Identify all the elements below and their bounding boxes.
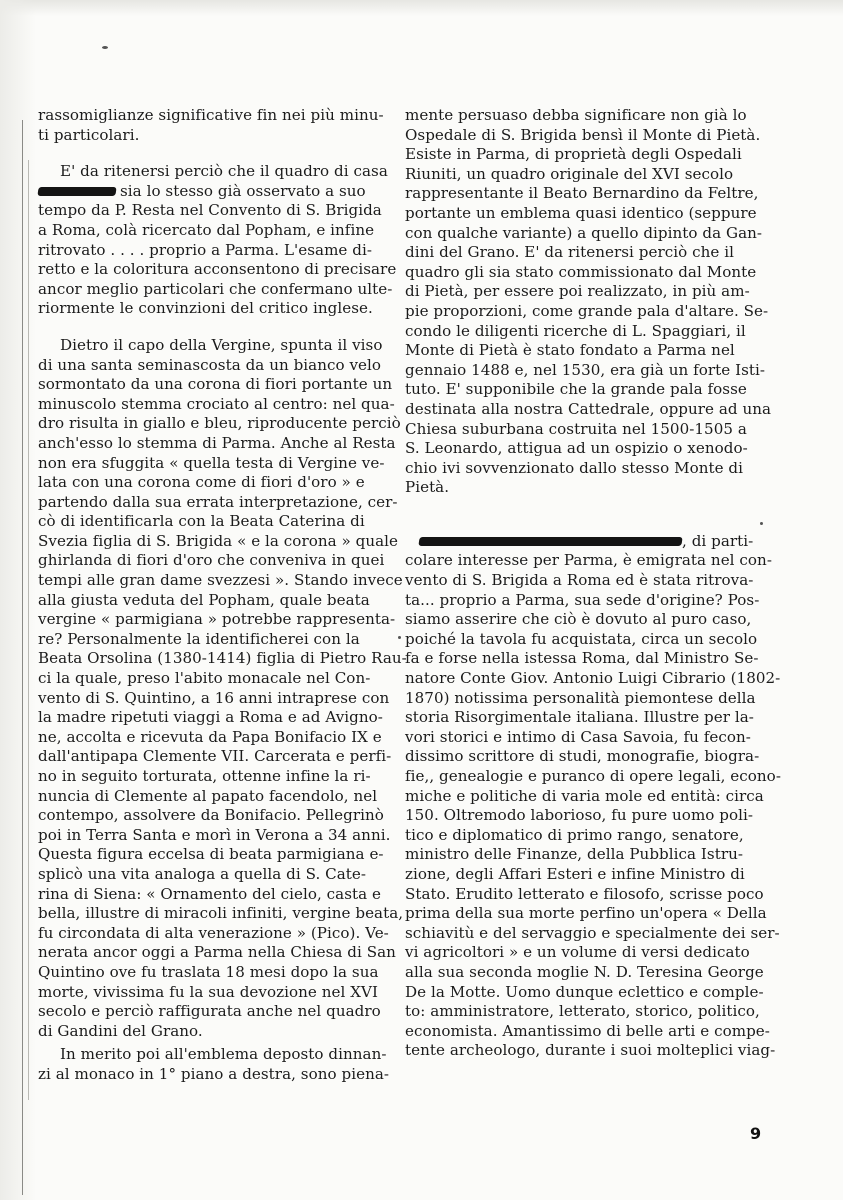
text-line: storia Risorgimentale italiana. Illustre per la- [405,708,754,727]
text-line: re? Personalmente la identificherei con la [38,629,360,648]
text-line: vento di S. Brigida a Roma ed è stata ritrova- [405,571,754,590]
page-top-edge-shadow [0,0,843,16]
text-line: 150. Oltremodo laborioso, fu pure uomo poli- [405,806,754,825]
text-line: Monte di Pietà è stato fondato a Parma nel [405,341,735,360]
text-line: portante un emblema quasi identico (seppure [405,203,757,222]
text-line: morte, vivissima fu la sua devozione nel XVI [38,982,378,1001]
text-line: quadro gli sia stato commissionato dal Monte [405,262,757,281]
text-line: dro risulta in giallo e bleu, riproducente perciò [38,414,401,433]
text-line: a Roma, colà ricercato dal Popham, e infine [38,220,375,239]
text-line: nerata ancor oggi a Parma nella Chiesa di San [38,943,396,962]
text-line: prima della sua morte perfino un'opera « Della [405,904,767,923]
text-line: ta... proprio a Parma, sua sede d'origine? Pos- [405,590,760,609]
text-line: tempi alle gran dame svezzesi ». Stando invece [38,571,403,590]
text-line: rina di Siena: « Ornamento del cielo, casta e [38,884,381,903]
text-line: Quintino ove fu traslata 18 mesi dopo la sua [38,962,379,981]
binding-margin-line-inner [28,160,29,1100]
paragraph-gap [405,498,761,532]
page-left-edge-shadow [0,0,36,1200]
text-line: poi in Terra Santa e morì in Verona a 34 anni. [38,825,391,844]
right-text-column [405,106,781,1061]
text-line: dini del Grano. E' da ritenersi perciò che il [405,243,734,262]
redaction-bar [418,537,682,546]
text-line: zione, degli Affari Esteri e infine Ministro di [405,864,745,883]
text-line: ne, accolta e ricevuta da Papa Bonifacio IX e [38,727,382,746]
text-line: cò di identificarla con la Beata Caterina di [38,512,365,531]
scan-speck [102,46,108,49]
text-line: ancor meglio particolari che confermano ulte- [38,279,393,298]
text-line: secolo e perciò raffigurata anche nel quadro [38,1002,381,1021]
text-line: partendo dalla sua errata interpretazione, cer- [38,492,398,511]
text-line: fa e forse nella istessa Roma, dal Ministro Se- [405,649,759,668]
text-line: Chiesa suburbana costruita nel 1500-1505 a [405,419,747,438]
text-line: E' da ritenersi perciò che il quadro di casa [60,162,388,181]
text-line: zi al monaco in 1° piano a destra, sono piena- [38,1064,390,1083]
text-line: condo le diligenti ricerche di L. Spaggiari, il [405,321,746,340]
text-line: fie,, genealogie e puranco di opere legali, econo- [405,767,781,785]
text-line: chio ivi sovvenzionato dallo stesso Monte di [405,458,744,477]
text-line: la madre ripetuti viaggi a Roma e ad Avigno- [38,708,383,727]
text-line: rassomiglianze significative fin nei più minu- [38,106,384,124]
text-line: ministro delle Finanze, della Pubblica Istru- [405,845,744,864]
text-line: De la Motte. Uomo dunque eclettico e comple- [405,982,764,1001]
text-line: bella, illustre di miracoli infiniti, vergine beata, [38,904,404,923]
page-number: 9 [750,1124,762,1143]
text-line: Esiste in Parma, di proprietà degli Ospedali [405,145,742,164]
text-line: lata con una corona come di fiori d'oro » e [38,473,365,492]
text-line: alla giusta veduta del Popham, quale beata [38,590,370,609]
text-line: fu circondata di alta venerazione » (Pico). Ve- [38,923,389,942]
text-line: contempo, assolvere da Bonifacio. Pellegrinò [38,806,384,825]
scan-speck [398,636,401,639]
text-line: ti particolari. [38,125,140,144]
text-line: sormontato da una corona di fiori portante un [38,375,393,394]
text-line-with-redaction [38,182,373,202]
text-line: Dietro il capo della Vergine, spunta il viso [60,335,383,354]
text-line: ritrovato . . . . proprio a Parma. L'esame di- [38,240,373,259]
text-line: no in seguito torturata, ottenne infine la ri- [38,767,371,785]
text-line: Questa figura eccelsa di beata parmigiana e- [38,845,384,864]
text-line: schiavitù e del servaggio e specialmente dei ser- [405,923,780,942]
text-line: ghirlanda di fiori d'oro che conveniva in quei [38,551,385,570]
text-line: gennaio 1488 e, nel 1530, era già un forte Isti- [405,360,766,379]
text-line: di Gandini del Grano. [38,1021,203,1040]
text-line: riormente le convinzioni del critico inglese. [38,299,373,318]
text-line: ci la quale, preso l'abito monacale nel Con- [38,669,371,688]
text-line: Ospedale di S. Brigida bensì il Monte di Pietà. [405,125,761,144]
text-line: di Pietà, per essere poi realizzato, in più am- [405,282,750,301]
text-line: 1870) notissima personalità piemontese della [405,688,756,707]
text-line: nuncia di Clemente al papato facendolo, nel [38,786,378,805]
text-line: poiché la tavola fu acquistata, circa un secolo [405,629,758,648]
text-line: economista. Amantissimo di belle arti e compe- [405,1021,770,1040]
left-text-column [38,106,407,1085]
text-line: con qualche variante) a quello dipinto da Gan- [405,223,763,242]
text-line: tempo da P. Resta nel Convento di S. Brigida [38,201,382,220]
redaction-bar [37,187,116,196]
text-line: Stato. Erudito letterato e filosofo, scrisse poco [405,884,764,903]
text-line: In merito poi all'emblema deposto dinnan- [60,1045,387,1064]
text-line: Riuniti, un quadro originale del XVI secolo [405,164,734,183]
text-line: destinata alla nostra Cattedrale, oppure ad una [405,399,772,418]
text-line: tico e diplomatico di primo rango, senatore, [405,825,744,844]
text-line: Beata Orsolina (1380-1414) figlia di Pietro Rau- [38,649,407,668]
text-line: minuscolo stemma crociato al centro: nel qua- [38,394,395,413]
binding-margin-line [22,120,23,1195]
paragraph-gap [38,145,373,162]
text-line: dissimo scrittore di studi, monografie, biogra- [405,747,760,766]
text-line: rappresentante il Beato Bernardino da Feltre, [405,184,759,203]
text-fragment: , di parti- [682,531,754,550]
text-line: non era sfuggita « quella testa di Vergine ve- [38,453,385,472]
text-line: vi agricoltori » e un volume di versi dedicato [405,943,750,962]
text-line: alla sua seconda moglie N. D. Teresina George [405,962,764,981]
text-line: Svezia figlia di S. Brigida « e la corona » quale [38,531,399,550]
text-line: siamo asserire che ciò è dovuto al puro caso, [405,610,752,629]
text-line: miche e politiche di varia mole ed entità: circa [405,786,764,805]
paragraph-gap [38,319,373,336]
text-line-with-redaction [405,532,761,552]
text-fragment: sia lo stesso già osservato a suo [120,181,366,200]
text-line: vergine « parmigiana » potrebbe rappresenta- [38,610,396,629]
text-line: colare interesse per Parma, è emigrata nel con- [405,551,772,570]
text-line: splicò una vita analoga a quella di S. Cate- [38,864,367,883]
text-line: S. Leonardo, attigua ad un ospizio o xenodo- [405,439,748,458]
text-line: anch'esso lo stemma di Parma. Anche al Resta [38,433,396,452]
text-line: mente persuaso debba significare non già lo [405,106,747,124]
text-line: pie proporzioni, come grande pala d'altare. Se- [405,301,769,320]
text-line: di una santa seminascosta da un bianco velo [38,355,382,374]
text-line: dall'antipapa Clemente VII. Carcerata e perfi- [38,747,392,766]
text-line: vento di S. Quintino, a 16 anni intraprese con [38,688,390,707]
text-line: Pietà. [405,478,450,497]
text-line: vori storici e intimo di Casa Savoia, fu fecon- [405,727,751,746]
text-line: tente archeologo, durante i suoi molteplici viag- [405,1041,776,1060]
text-line: to: amministratore, letterato, storico, politico, [405,1002,760,1021]
text-line: tuto. E' supponibile che la grande pala fosse [405,380,747,399]
text-line: retto e la coloritura acconsentono di precisare [38,260,397,279]
text-line: natore Conte Giov. Antonio Luigi Cibrario (1802- [405,669,781,688]
